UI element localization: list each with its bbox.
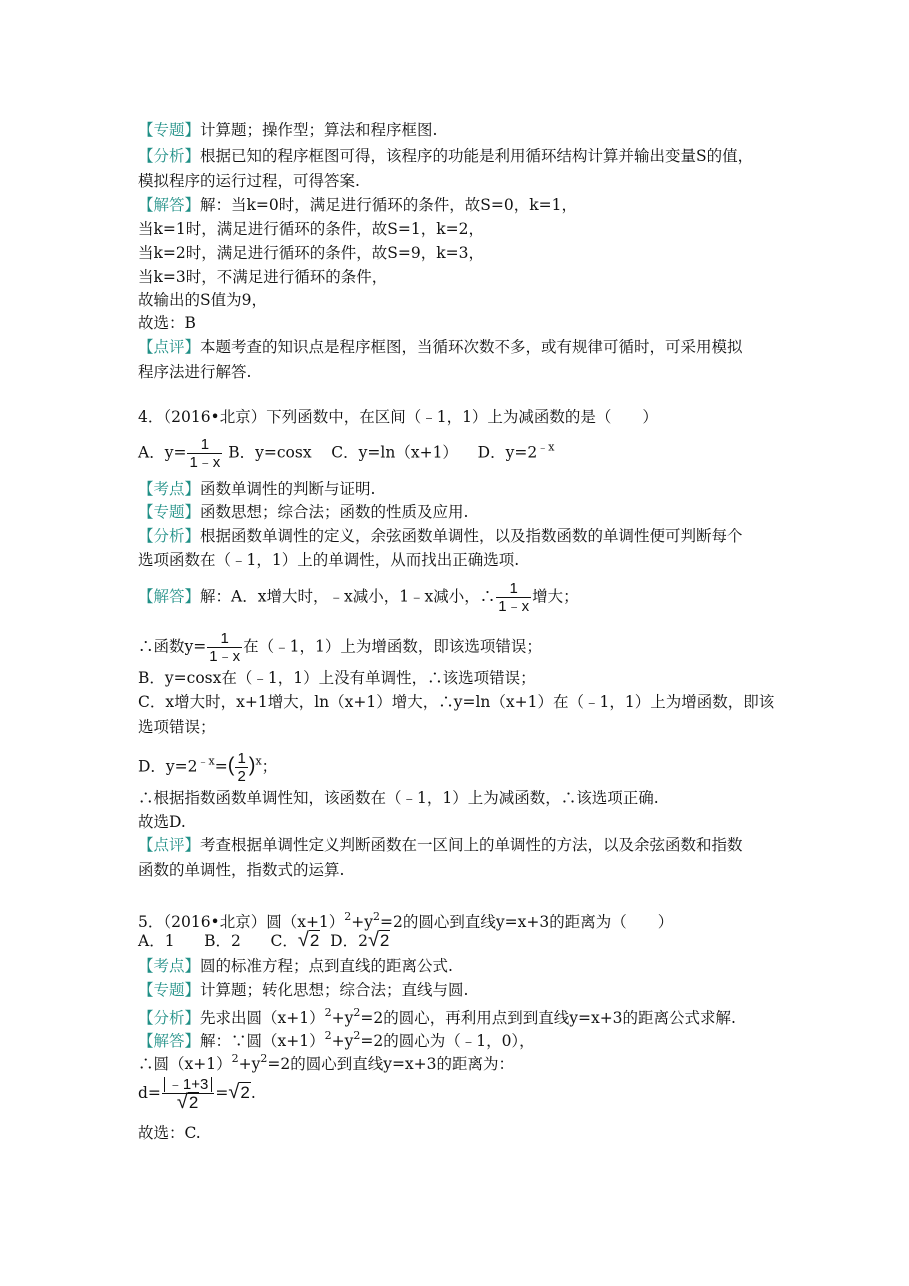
q4-topic-line: 【专题】函数思想；综合法；函数的性质及应用. [138, 503, 469, 521]
comment-tag: 【点评】 [138, 338, 201, 356]
topic-tag: 【专题】 [138, 503, 201, 521]
q4-stem: 4．（2016•北京）下列函数中，在区间（﹣1，1）上为减函数的是（ ） [138, 408, 658, 426]
q5-key-point-line: 【考点】圆的标准方程；点到直线的距离公式. [138, 957, 453, 975]
q4-analysis-line-2: 选项函数在（﹣1，1）上的单调性，从而找出正确选项. [138, 551, 520, 569]
fraction: $\frac{1}{1﹣x}$ [209, 630, 241, 665]
q4-solution-step: ∴根据指数函数单调性知，该函数在（﹣1，1）上为减函数，∴该选项正确. [138, 789, 659, 807]
q4-solution-step: C．x增大时，x+1增大，ln（x+1）增大，∴y=ln（x+1）在（﹣1，1）上为增函数，即该 [138, 693, 775, 711]
q5-solution-line: 【解答】解：∵圆$(x+1)^2+y^2=2$的圆心为（﹣1，0）， [138, 1029, 535, 1050]
key-point-tag: 【考点】 [138, 957, 201, 975]
q3-solution-step: 当k=3时，不满足进行循环的条件， [138, 268, 388, 286]
q4-answer: 故选D. [138, 813, 186, 831]
q4-key-point-line: 【考点】函数单调性的判断与证明. [138, 480, 376, 498]
q5-solution-step: ∴圆$(x+1)^2+y^2=2$的圆心到直线y=x+3的距离为： [138, 1052, 515, 1073]
q4-comment-line: 【点评】考查根据单调性定义判断函数在一区间上的单调性的方法，以及余弦函数和指数 [138, 836, 743, 854]
comment-tag: 【点评】 [138, 836, 201, 854]
fraction: $\frac{1}{1﹣x}$ [498, 580, 530, 615]
analysis-tag: 【分析】 [138, 527, 201, 545]
solution-tag: 【解答】 [138, 196, 201, 214]
topic-tag: 【专题】 [138, 121, 201, 139]
q3-comment-line-2: 程序法进行解答. [138, 363, 252, 381]
q3-solution-step: 故输出的S值为9， [138, 291, 267, 309]
square-root: √2 [297, 929, 320, 951]
fraction: $\frac{﹣1+3}{√2}$ [162, 1076, 214, 1112]
q4-solution-step: ∴函数y= $\frac{1}{1﹣x}$ 在（﹣1，1）上为增函数，即该选项错误； [138, 630, 542, 665]
q5-options: A．1 B．2 C．√2 D．2√2 [138, 929, 390, 951]
key-point-tag: 【考点】 [138, 480, 201, 498]
q5-answer: 故选：C. [138, 1124, 201, 1142]
q3-solution-step: 当k=1时，满足进行循环的条件，故S=1，k=2， [138, 220, 484, 238]
q3-comment-line: 【点评】本题考查的知识点是程序框图，当循环次数不多，或有规律可循时，可采用模拟 [138, 338, 743, 356]
q5-stem: 5．（2016•北京）圆$(x+1)^2+y^2=2$的圆心到直线y=x+3的距离为（ ） [138, 910, 674, 931]
q3-solution-line: 【解答】解：当k=0时，满足进行循环的条件，故S=0，k=1， [138, 196, 577, 214]
q4-analysis-line: 【分析】根据函数单调性的定义，余弦函数单调性，以及指数函数的单调性便可判断每个 [138, 527, 743, 545]
square-root: √2 [176, 1091, 199, 1113]
q4-options: A．y= $\frac{1}{1﹣x}$ B．y=cosx C．y=ln（x+1） D．$y=2^{﹣x}$ [138, 436, 555, 471]
fraction: $\frac{1}{2}$ [237, 750, 246, 785]
solution-tag: 【解答】 [138, 1032, 201, 1050]
square-root: √2 [367, 929, 390, 951]
q3-answer: 故选：B [138, 314, 196, 332]
square-root: √2 [228, 1081, 250, 1103]
solution-tag: 【解答】 [138, 587, 201, 606]
q4-solution-step: 选项错误； [138, 718, 216, 736]
analysis-tag: 【分析】 [138, 1009, 201, 1027]
q4-solution-line: 【解答】解：A．x增大时，﹣x减小，1﹣x减小，∴ $\frac{1}{1﹣x}$ 增大； [138, 580, 579, 615]
fraction: $\frac{1}{1﹣x}$ [189, 436, 221, 471]
q5-analysis-line: 【分析】先求出圆$(x+1)^2+y^2=2$的圆心，再利用点到到直线y=x+3的距离公式求解. [138, 1006, 736, 1027]
q4-solution-step: D．$y=2^{﹣x}=$( $\frac{1}{2}$ )$^x$； [138, 750, 278, 785]
q5-distance-formula: d= $\frac{﹣1+3}{√2}$ =√2. [138, 1076, 256, 1113]
q3-analysis-line-2: 模拟程序的运行过程，可得答案. [138, 172, 360, 190]
q4-comment-line-2: 函数的单调性，指数式的运算. [138, 861, 345, 879]
q5-topic-line: 【专题】计算题；转化思想；综合法；直线与圆. [138, 981, 469, 999]
q4-solution-step: B．y=cosx在（﹣1，1）上没有单调性，∴该选项错误； [138, 669, 536, 687]
analysis-tag: 【分析】 [138, 147, 201, 165]
topic-tag: 【专题】 [138, 981, 201, 999]
q3-analysis-line: 【分析】根据已知的程序框图可得，该程序的功能是利用循环结构计算并输出变量S的值， [138, 147, 754, 165]
q3-topic-line: 【专题】计算题；操作型；算法和程序框图. [138, 121, 438, 139]
q3-solution-step: 当k=2时，满足进行循环的条件，故S=9，k=3， [138, 244, 484, 262]
